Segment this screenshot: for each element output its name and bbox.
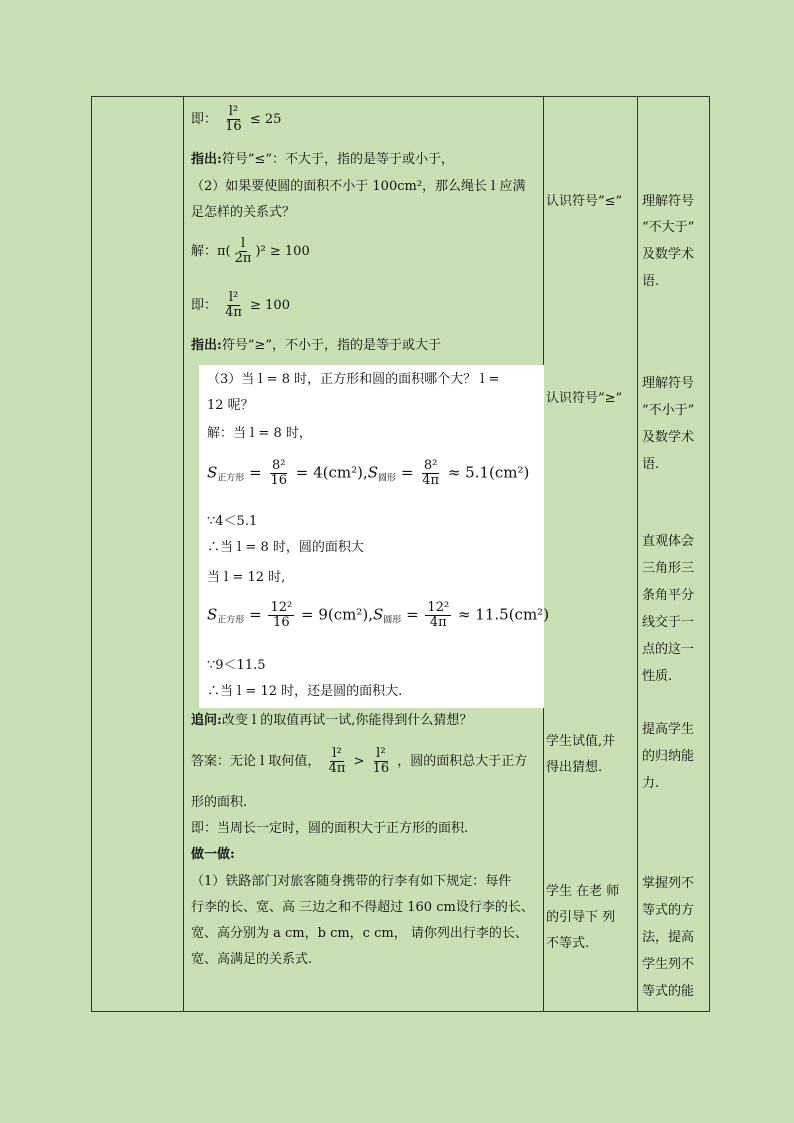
fraction: $\frac{l}{2\pi}$ <box>234 236 252 266</box>
student-activity-4a: 学生 在老 师 <box>546 884 620 899</box>
question-2-line-b: 足怎样的关系式？ <box>191 205 296 220</box>
since-l8: ∵4＜5.1 <box>207 514 258 529</box>
follow-up-question: 追问:改变 l 的取值再试一试,你能得到什么猜想？ <box>191 713 473 728</box>
design-intent-column <box>642 97 708 1011</box>
fraction: $\frac{\text{l²}}{16}$ <box>225 104 242 134</box>
student-activity-2: 认识符号”≥” <box>546 391 623 406</box>
goal-2-line: “不小于” <box>642 403 695 418</box>
do-it-line-d: 宽、高满足的关系式. <box>191 952 313 967</box>
goal-4-line: 的归纳能 <box>642 749 695 764</box>
do-it-heading: 做一做: <box>191 847 235 862</box>
area-equation-l12: $S_{正方形}$ = $\frac{\text{12²}}{16}$ = $9(cm^2),S_{圆形}$ = $\frac{\text{12²}}{4\pi}$ ≈ 11.5(cm²) <box>207 600 550 630</box>
goal-3-line: 性质. <box>642 669 673 684</box>
goal-2-line: 语. <box>642 457 660 472</box>
fraction: $\frac{\text{l²}}{4\pi}$ <box>225 290 242 320</box>
therefore-l8: ∴当 l = 8 时，圆的面积大 <box>207 540 364 555</box>
fraction: $\frac{\text{12²}}{4\pi}$ <box>427 600 450 630</box>
answer-line-a: 答案：无论 l 取何值， $\frac{\text{l²}}{4\pi}$ > $\frac{\text{l²}}{16}$ ，圆的面积总大于正方 <box>191 746 528 776</box>
column-divider <box>183 97 184 1011</box>
fraction: $\frac{\text{12²}}{16}$ <box>270 600 293 630</box>
goal-5-line: 法，提高 <box>642 930 695 945</box>
question-3-line-b: 12 呢？ <box>207 398 254 413</box>
area-equation-l8: $S_{正方形}$ = $\frac{\text{8²}}{16}$ = $4(cm^2),S_{圆形}$ = $\frac{\text{8²}}{4\pi}$ ≈ 5.1(cm²) <box>207 458 530 488</box>
goal-3-line: 直观体会 <box>642 534 695 549</box>
therefore-l12: ∴当 l = 12 时，还是圆的面积大. <box>207 684 403 699</box>
since-l12: ∵9＜11.5 <box>207 658 266 673</box>
student-activity-4c: 不等式. <box>546 936 590 951</box>
goal-5-line: 学生列不 <box>642 957 695 972</box>
goal-1-line: 语. <box>642 274 660 289</box>
question-3-panel <box>199 365 550 708</box>
question-3-line-a: （3）当 l = 8 时，正方形和圆的面积哪个大？ l = <box>207 372 500 387</box>
when-l12: 当 l = 12 时, <box>207 570 286 585</box>
do-it-line-b: 行李的长、宽、高 三边之和不得超过 160 cm设行李的长、 <box>191 900 534 915</box>
goal-1-line: 及数学术 <box>642 247 695 262</box>
question-2-line-a: （2）如果要使圆的面积不小于 100cm²，那么绳长 l 应满 <box>191 179 526 194</box>
conclusion-line-1: 即： $\frac{\text{l²}}{16}$ ≤ 25 <box>191 104 282 134</box>
goal-3-line: 点的这一 <box>642 642 695 657</box>
student-activity-3b: 得出猜想. <box>546 760 603 775</box>
conclusion-general: 即：当周长一定时，圆的面积大于正方形的面积. <box>191 821 469 836</box>
goal-4-line: 力. <box>642 776 660 791</box>
goal-1-line: “不大于” <box>642 220 695 235</box>
student-activity-4b: 的引导下 列 <box>546 910 616 925</box>
do-it-line-c: 宽、高分别为 a cm，b cm，c cm， 请你列出行李的长、 <box>191 926 528 941</box>
student-activity-column <box>546 97 634 1011</box>
goal-1-line: 理解符号 <box>642 194 695 209</box>
goal-3-line: 线交于一 <box>642 615 695 630</box>
conclusion-line-2: 即： $\frac{\text{l²}}{4\pi}$ ≥ 100 <box>191 290 290 320</box>
answer-line-b: 形的面积. <box>191 795 248 810</box>
solution-2: 解：π( $\frac{l}{2\pi}$ )² ≥ 100 <box>191 236 310 266</box>
student-activity-3a: 学生试值,并 <box>546 734 616 749</box>
pointout-1: 指出:符号”≤”：不大于，指的是等于或小于， <box>191 152 454 167</box>
fraction: $\frac{\text{l²}}{16}$ <box>372 746 390 776</box>
lesson-table <box>91 96 710 1012</box>
goal-2-line: 理解符号 <box>642 376 695 391</box>
do-it-line-a: （1）铁路部门对旅客随身携带的行李有如下规定：每件 <box>191 874 512 889</box>
fraction: $\frac{\text{8²}}{16}$ <box>270 458 287 488</box>
goal-5-line: 等式的能 <box>642 984 695 999</box>
goal-3-line: 三角形三 <box>642 561 695 576</box>
goal-4-line: 提高学生 <box>642 722 695 737</box>
solution-3-intro: 解：当 l = 8 时， <box>207 426 312 441</box>
teaching-content-column <box>191 97 550 1011</box>
column-divider <box>637 97 638 1011</box>
fraction: $\frac{\text{8²}}{4\pi}$ <box>422 458 440 488</box>
goal-2-line: 及数学术 <box>642 430 695 445</box>
goal-3-line: 条角平分 <box>642 588 695 603</box>
student-activity-1: 认识符号”≤” <box>546 194 623 209</box>
goal-5-line: 掌握列不 <box>642 876 695 891</box>
goal-5-line: 等式的方 <box>642 903 695 918</box>
fraction: $\frac{\text{l²}}{4\pi}$ <box>328 746 346 776</box>
pointout-2: 指出:符号”≥”，不小于，指的是等于或大于 <box>191 338 441 353</box>
